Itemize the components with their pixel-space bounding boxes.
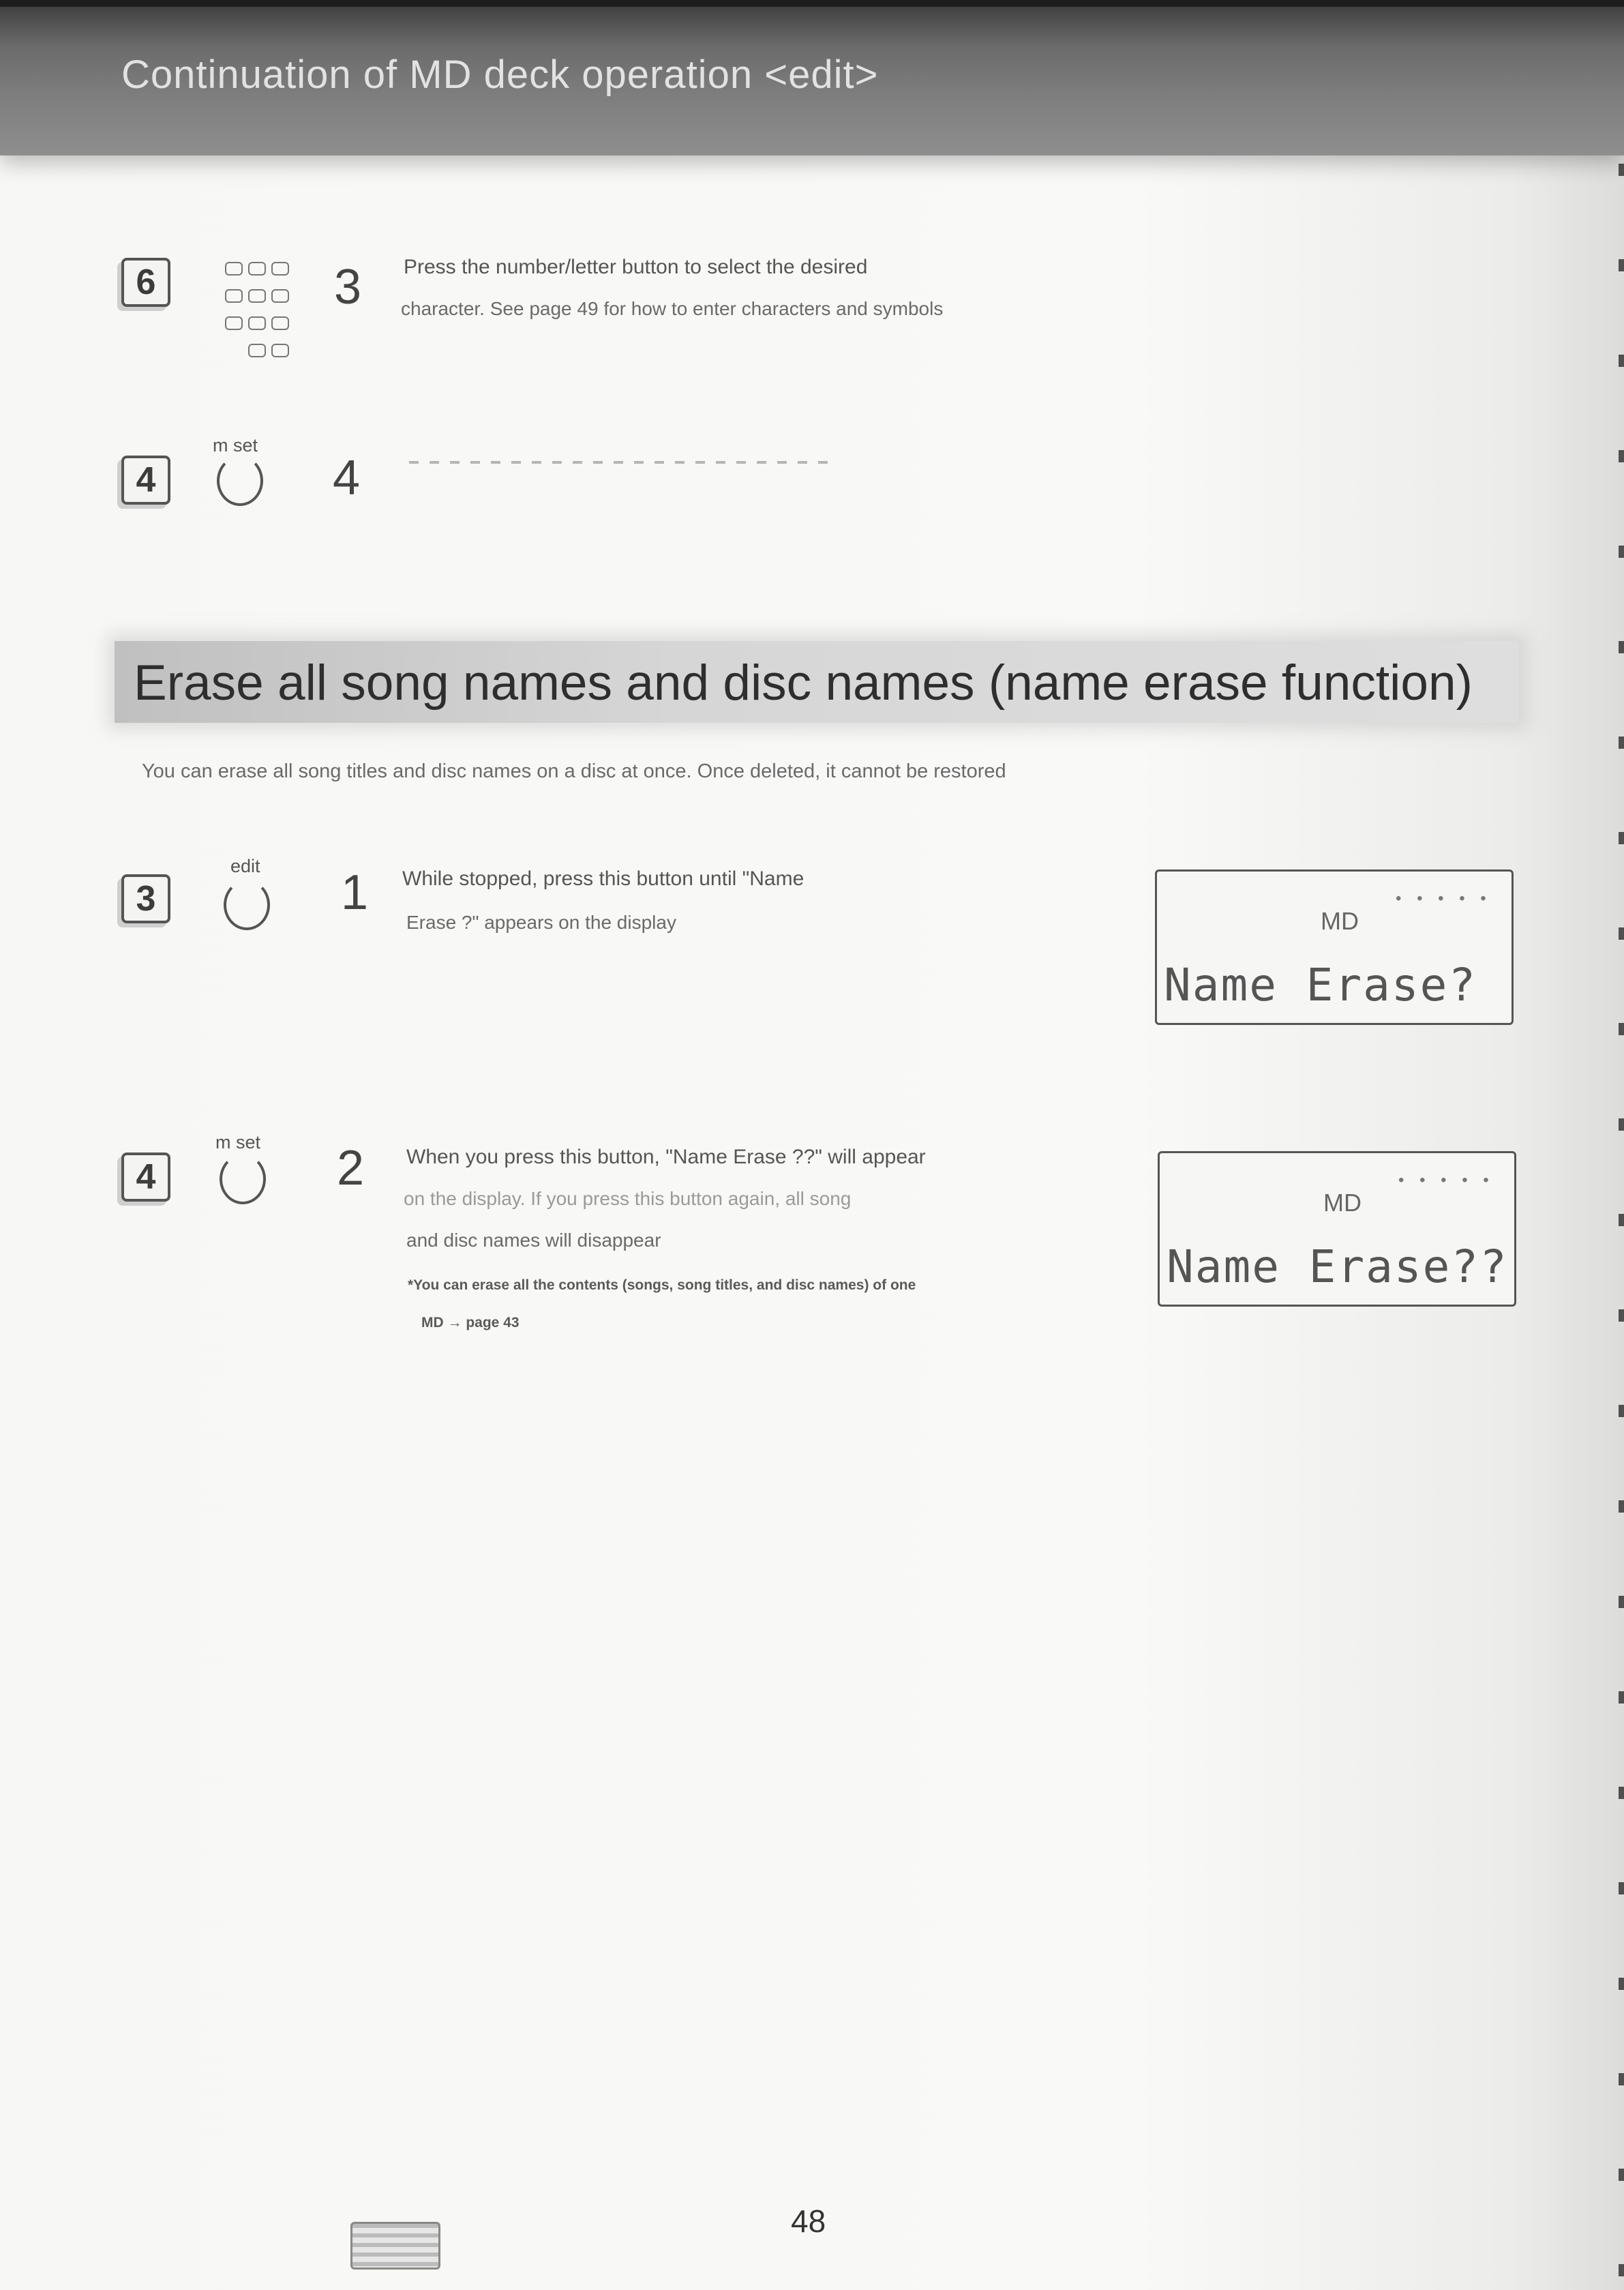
step-number-3: 3 (334, 260, 362, 314)
edit-button-icon (224, 880, 270, 930)
lcd-display-name-erase-confirm (1158, 1151, 1516, 1307)
step-3-text-line2: character. See page 49 for how to enter characters and symbols (401, 298, 944, 319)
header-top-line (0, 0, 1624, 7)
erase-step-1-text-line2: Erase ?" appears on the display (406, 912, 676, 933)
footer-device-icon (350, 2222, 440, 2270)
erase-step-2-note-line2: MD → page 43 (421, 1315, 520, 1330)
step-3-text-line1: Press the number/letter button to select the desired (404, 256, 868, 278)
section-title: Erase all song names and disc names (name erase function) (134, 655, 1473, 711)
page-number: 48 (791, 2203, 826, 2239)
step-badge-6: 6 (121, 258, 170, 307)
erase-step-2-text-line1: When you press this button, "Name Erase ??" will appear (406, 1146, 926, 1168)
edit-button-label: edit (230, 856, 260, 876)
lcd-text: Name Erase? (1164, 959, 1477, 1011)
number-keypad-icon (218, 259, 320, 368)
erase-step-1-text-line1: While stopped, press this button until "Name (402, 867, 805, 890)
step-number-4: 4 (333, 451, 361, 505)
section-intro: You can erase all song titles and disc names on a disc at once. Once deleted, it cannot be restored (142, 760, 1006, 782)
m-set-button-icon (217, 456, 263, 506)
erase-step-2-note-line1: *You can erase all the contents (songs, song titles, and disc names) of one (408, 1277, 916, 1293)
step-badge-3: 3 (121, 874, 170, 923)
erase-step-number-2: 2 (337, 1141, 365, 1195)
lcd-display-name-erase (1155, 869, 1514, 1025)
md-disc-icon: MD (1321, 907, 1359, 935)
erase-step-number-1: 1 (341, 865, 369, 920)
m-set-button-label: m set (213, 435, 258, 456)
lcd-level-dots-2: • • • • • (1398, 1171, 1494, 1189)
step-badge-4b: 4 (121, 1153, 170, 1202)
faded-step-text (409, 461, 832, 464)
erase-step-2-text-line2: on the display. If you press this button again, all song (404, 1188, 852, 1209)
header-title: Continuation of MD deck operation <edit> (121, 53, 879, 97)
lcd-level-dots: • • • • • (1396, 889, 1492, 908)
header-bar (0, 0, 1624, 155)
lcd-text-2: Name Erase?? (1167, 1240, 1508, 1293)
m-set-button-label-2: m set (215, 1132, 261, 1153)
md-disc-icon-2: MD (1323, 1189, 1362, 1217)
page-edge-marks (1619, 164, 1624, 2278)
step-badge-4: 4 (121, 456, 170, 505)
m-set-button-icon-2 (220, 1154, 266, 1204)
erase-step-2-text-line3: and disc names will disappear (406, 1230, 661, 1251)
